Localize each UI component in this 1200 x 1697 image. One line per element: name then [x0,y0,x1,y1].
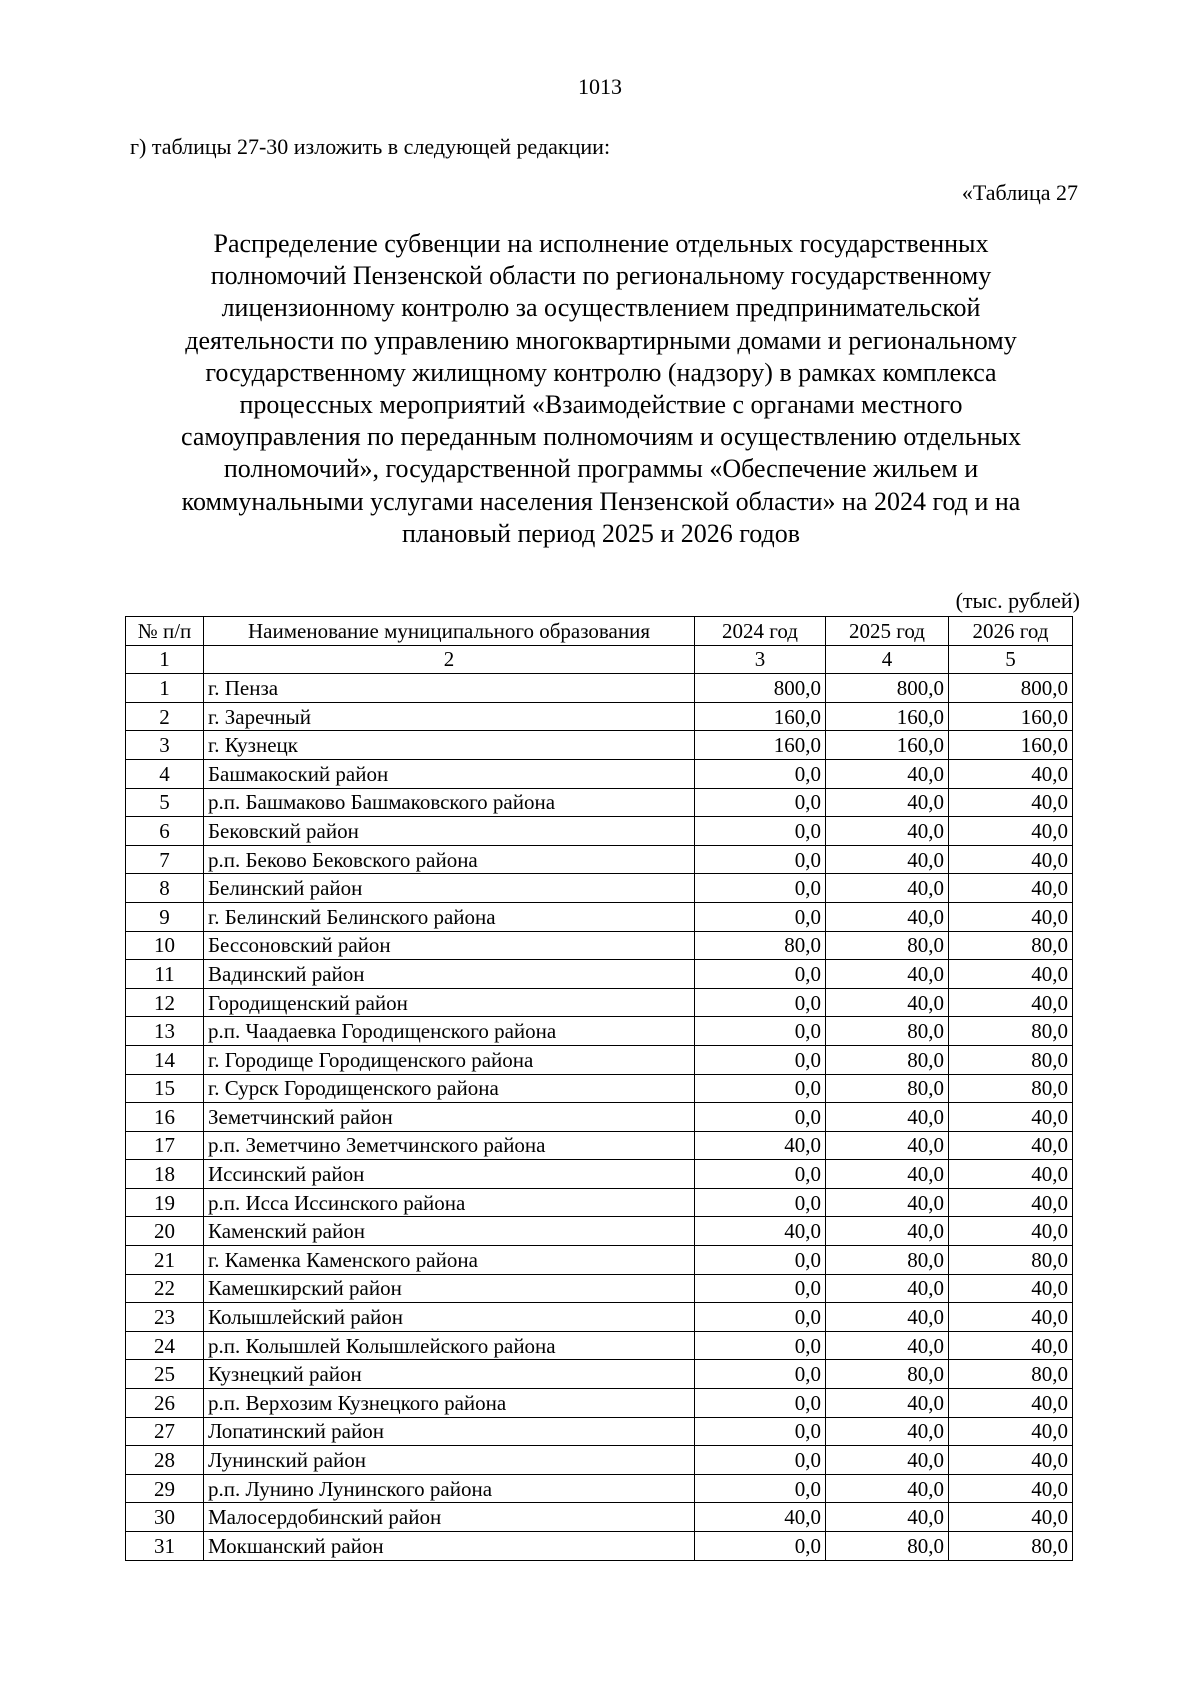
table-row [126,845,1073,874]
row-number-cell: 2 [126,702,204,731]
row-2026-cell: 80,0 [949,1045,1073,1074]
row-2026-cell: 40,0 [949,817,1073,846]
row-number-cell: 31 [126,1532,204,1561]
title-line: полномочий Пензенской области по региональному государственному [210,261,992,291]
row-2024-cell: 0,0 [695,1417,826,1446]
row-2026-cell: 40,0 [949,1274,1073,1303]
table-row [126,702,1073,731]
row-2026-cell: 80,0 [949,1074,1073,1103]
row-number-cell: 17 [126,1131,204,1160]
row-2025-cell: 40,0 [826,1474,949,1503]
row-2026-cell: 80,0 [949,931,1073,960]
row-2024-cell: 0,0 [695,1017,826,1046]
row-2024-cell: 0,0 [695,1103,826,1132]
table-row [126,1217,1073,1246]
table-row [126,1474,1073,1503]
row-number-cell: 25 [126,1360,204,1389]
row-2024-cell: 0,0 [695,845,826,874]
row-2025-cell: 40,0 [826,1331,949,1360]
table-row [126,1389,1073,1418]
row-name-cell: р.п. Земетчино Земетчинского района [204,1131,695,1160]
header-name: Наименование муниципального образования [204,617,695,646]
row-name-cell: г. Заречный [204,702,695,731]
table-row [126,931,1073,960]
row-number-cell: 14 [126,1045,204,1074]
row-2026-cell: 40,0 [949,902,1073,931]
row-2026-cell: 40,0 [949,1474,1073,1503]
table-row [126,1503,1073,1532]
row-number-cell: 26 [126,1389,204,1418]
row-2025-cell: 160,0 [826,731,949,760]
table-row [126,817,1073,846]
table-row [126,1103,1073,1132]
table-row [126,788,1073,817]
row-2024-cell: 80,0 [695,931,826,960]
table-body [126,674,1073,1560]
row-number-cell: 20 [126,1217,204,1246]
row-name-cell: Земетчинский район [204,1103,695,1132]
table-row [126,1417,1073,1446]
row-2024-cell: 0,0 [695,1331,826,1360]
subvention-table [125,616,1073,1561]
row-2025-cell: 160,0 [826,702,949,731]
column-number-row [126,645,1073,674]
title-line: полномочий», государственной программы «Обеспечение жильем и [223,454,979,484]
row-2026-cell: 40,0 [949,1303,1073,1332]
title-line: государственному жилищному контролю (надзору) в рамках комплекса [205,357,997,387]
row-2025-cell: 800,0 [826,674,949,703]
row-2026-cell: 40,0 [949,874,1073,903]
row-name-cell: Кузнецкий район [204,1360,695,1389]
row-number-cell: 24 [126,1331,204,1360]
row-2025-cell: 40,0 [826,1160,949,1189]
table-row [126,1017,1073,1046]
row-2025-cell: 40,0 [826,1503,949,1532]
row-2024-cell: 0,0 [695,1360,826,1389]
table-label: «Таблица 27 [961,180,1078,205]
row-number-cell: 10 [126,931,204,960]
table-row [126,1188,1073,1217]
table-row [126,1331,1073,1360]
row-2024-cell: 0,0 [695,988,826,1017]
row-2025-cell: 40,0 [826,788,949,817]
row-2025-cell: 40,0 [826,960,949,989]
table-row [126,1160,1073,1189]
row-2025-cell: 80,0 [826,931,949,960]
title-line: деятельности по управлению многоквартирными домами и региональному [185,325,1017,355]
row-2026-cell: 160,0 [949,702,1073,731]
row-name-cell: г. Белинский Белинского района [204,902,695,931]
row-2026-cell: 800,0 [949,674,1073,703]
row-2026-cell: 40,0 [949,988,1073,1017]
row-name-cell: г. Сурск Городищенского района [204,1074,695,1103]
row-number-cell: 18 [126,1160,204,1189]
row-number-cell: 16 [126,1103,204,1132]
row-2025-cell: 40,0 [826,1131,949,1160]
header-2024: 2024 год [695,617,826,646]
row-2025-cell: 80,0 [826,1246,949,1275]
row-2026-cell: 40,0 [949,1446,1073,1475]
table-row [126,1532,1073,1561]
table-header-row [126,617,1073,646]
row-2025-cell: 40,0 [826,988,949,1017]
column-number: 3 [695,645,826,674]
row-name-cell: р.п. Верхозим Кузнецкого района [204,1389,695,1418]
row-2026-cell: 40,0 [949,1217,1073,1246]
row-2024-cell: 0,0 [695,1532,826,1561]
row-2026-cell: 40,0 [949,1103,1073,1132]
row-name-cell: р.п. Чаадаевка Городищенского района [204,1017,695,1046]
row-2024-cell: 0,0 [695,874,826,903]
table-row [126,1246,1073,1275]
row-2024-cell: 0,0 [695,817,826,846]
header-2025: 2025 год [826,617,949,646]
title-line: самоуправления по переданным полномочиям и осуществлению отдельных [180,422,1021,452]
table-row [126,731,1073,760]
title-line: коммунальными услугами населения Пензенской области» на 2024 год и на [181,486,1021,516]
title-line: процессных мероприятий «Взаимодействие с органами местного [239,390,963,420]
row-name-cell: Бессоновский район [204,931,695,960]
row-name-cell: г. Пенза [204,674,695,703]
row-2024-cell: 40,0 [695,1503,826,1532]
table-row [126,674,1073,703]
table-row [126,1360,1073,1389]
row-2025-cell: 80,0 [826,1360,949,1389]
row-2025-cell: 40,0 [826,1417,949,1446]
table-row [126,874,1073,903]
table-row [126,1446,1073,1475]
row-number-cell: 27 [126,1417,204,1446]
row-number-cell: 1 [126,674,204,703]
row-2026-cell: 40,0 [949,1160,1073,1189]
row-number-cell: 8 [126,874,204,903]
row-number-cell: 6 [126,817,204,846]
row-name-cell: Вадинский район [204,960,695,989]
column-number: 5 [949,645,1073,674]
row-2026-cell: 40,0 [949,1417,1073,1446]
row-name-cell: Лунинский район [204,1446,695,1475]
row-2024-cell: 0,0 [695,1446,826,1475]
row-2025-cell: 40,0 [826,1103,949,1132]
row-name-cell: р.п. Башмаково Башмаковского района [204,788,695,817]
row-2025-cell: 40,0 [826,874,949,903]
row-name-cell: р.п. Лунино Лунинского района [204,1474,695,1503]
row-2024-cell: 0,0 [695,759,826,788]
title-line: плановый период 2025 и 2026 годов [401,518,801,548]
row-2024-cell: 160,0 [695,731,826,760]
row-number-cell: 5 [126,788,204,817]
column-number: 1 [126,645,204,674]
row-2025-cell: 40,0 [826,1389,949,1418]
row-2025-cell: 40,0 [826,902,949,931]
row-name-cell: Городищенский район [204,988,695,1017]
row-2026-cell: 80,0 [949,1532,1073,1561]
row-name-cell: Колышлейский район [204,1303,695,1332]
row-2024-cell: 800,0 [695,674,826,703]
row-name-cell: Малосердобинский район [204,1503,695,1532]
row-2026-cell: 40,0 [949,1331,1073,1360]
row-number-cell: 28 [126,1446,204,1475]
row-2025-cell: 40,0 [826,1303,949,1332]
row-number-cell: 13 [126,1017,204,1046]
row-2024-cell: 40,0 [695,1217,826,1246]
row-2024-cell: 0,0 [695,1303,826,1332]
row-number-cell: 12 [126,988,204,1017]
row-2024-cell: 0,0 [695,902,826,931]
row-number-cell: 21 [126,1246,204,1275]
table-row [126,1074,1073,1103]
table-row [126,1131,1073,1160]
row-2026-cell: 80,0 [949,1360,1073,1389]
row-2026-cell: 40,0 [949,960,1073,989]
header-2026: 2026 год [949,617,1073,646]
row-2026-cell: 40,0 [949,759,1073,788]
row-2026-cell: 40,0 [949,1131,1073,1160]
page-number: 1013 [578,74,622,99]
column-number: 4 [826,645,949,674]
row-number-cell: 9 [126,902,204,931]
column-number: 2 [204,645,695,674]
header-number: № п/п [126,617,204,646]
table-row [126,988,1073,1017]
row-2025-cell: 80,0 [826,1045,949,1074]
row-2026-cell: 40,0 [949,845,1073,874]
row-2025-cell: 40,0 [826,759,949,788]
row-name-cell: р.п. Колышлей Колышлейского района [204,1331,695,1360]
row-2025-cell: 80,0 [826,1017,949,1046]
row-name-cell: Иссинский район [204,1160,695,1189]
title-line: Распределение субвенции на исполнение отдельных государственных [213,229,989,258]
table-row [126,1045,1073,1074]
row-2025-cell: 40,0 [826,1274,949,1303]
title-line: лицензионному контролю за осуществлением предпринимательской [221,293,981,323]
row-number-cell: 15 [126,1074,204,1103]
row-number-cell: 7 [126,845,204,874]
row-2026-cell: 80,0 [949,1246,1073,1275]
row-2026-cell: 40,0 [949,1503,1073,1532]
document-title [120,228,1082,550]
row-2024-cell: 0,0 [695,1274,826,1303]
row-name-cell: Бековский район [204,817,695,846]
row-number-cell: 3 [126,731,204,760]
row-2025-cell: 40,0 [826,845,949,874]
row-2024-cell: 0,0 [695,1045,826,1074]
row-number-cell: 11 [126,960,204,989]
table-row [126,1274,1073,1303]
row-2025-cell: 40,0 [826,1446,949,1475]
row-2026-cell: 160,0 [949,731,1073,760]
row-2024-cell: 40,0 [695,1131,826,1160]
row-2024-cell: 0,0 [695,1160,826,1189]
table-row [126,1303,1073,1332]
row-name-cell: г. Кузнецк [204,731,695,760]
row-2026-cell: 40,0 [949,1188,1073,1217]
row-number-cell: 30 [126,1503,204,1532]
row-2024-cell: 0,0 [695,1389,826,1418]
table-row [126,759,1073,788]
row-number-cell: 29 [126,1474,204,1503]
row-2026-cell: 40,0 [949,788,1073,817]
row-2024-cell: 160,0 [695,702,826,731]
row-name-cell: г. Каменка Каменского района [204,1246,695,1275]
row-number-cell: 19 [126,1188,204,1217]
units-label: (тыс. рублей) [955,588,1080,613]
row-2025-cell: 40,0 [826,817,949,846]
row-name-cell: Белинский район [204,874,695,903]
row-number-cell: 4 [126,759,204,788]
row-2024-cell: 0,0 [695,960,826,989]
row-2024-cell: 0,0 [695,1188,826,1217]
row-name-cell: г. Городище Городищенского района [204,1045,695,1074]
row-number-cell: 23 [126,1303,204,1332]
table-row [126,960,1073,989]
row-2026-cell: 80,0 [949,1017,1073,1046]
row-2025-cell: 40,0 [826,1188,949,1217]
table-row [126,902,1073,931]
row-2026-cell: 40,0 [949,1389,1073,1418]
row-2024-cell: 0,0 [695,1074,826,1103]
row-2024-cell: 0,0 [695,788,826,817]
row-name-cell: Камешкирский район [204,1274,695,1303]
intro-text: г) таблицы 27-30 изложить в следующей редакции: [130,134,611,159]
row-2025-cell: 40,0 [826,1217,949,1246]
row-name-cell: Башмакоский район [204,759,695,788]
row-2025-cell: 80,0 [826,1074,949,1103]
row-name-cell: р.п. Исса Иссинского района [204,1188,695,1217]
row-2024-cell: 0,0 [695,1474,826,1503]
row-2025-cell: 80,0 [826,1532,949,1561]
row-2024-cell: 0,0 [695,1246,826,1275]
row-name-cell: Мокшанский район [204,1532,695,1561]
row-number-cell: 22 [126,1274,204,1303]
row-name-cell: р.п. Беково Бековского района [204,845,695,874]
row-name-cell: Каменский район [204,1217,695,1246]
row-name-cell: Лопатинский район [204,1417,695,1446]
